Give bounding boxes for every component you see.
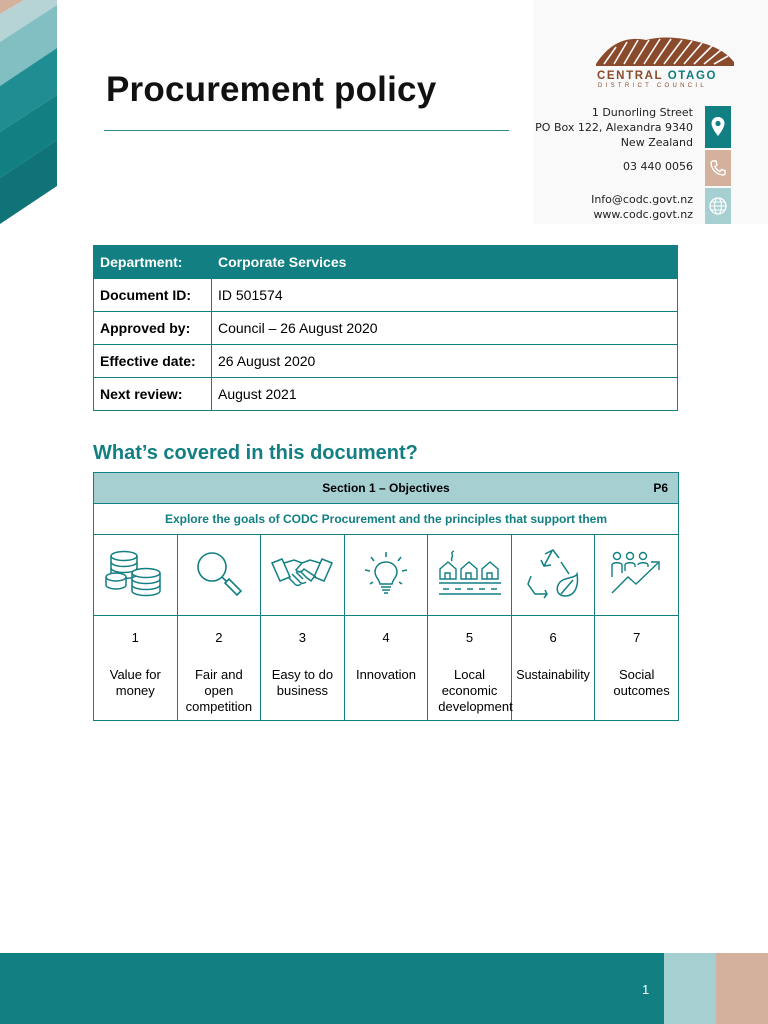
- table-row: [94, 246, 678, 279]
- objective-label: Fair and open competition: [185, 667, 253, 714]
- page-number: 1: [642, 982, 650, 997]
- recycle-leaf-icon: [525, 548, 581, 600]
- logo-wordmark: [597, 70, 717, 82]
- email-block: [591, 192, 693, 222]
- objective-cell[interactable]: [261, 616, 345, 721]
- next-review-label: Next review:: [94, 378, 212, 411]
- logo-word-otago: OTAGO: [667, 70, 718, 82]
- covered-heading: What’s covered in this document?: [93, 442, 418, 464]
- icon-cell: [344, 535, 428, 616]
- people-growth-icon: [608, 549, 666, 599]
- document-info-table: [93, 245, 678, 411]
- decorative-stripes: [0, 0, 57, 230]
- address-line-1: 1 Dunorling Street: [591, 106, 693, 119]
- objective-number: 1: [131, 630, 139, 645]
- document-id-label: Document ID:: [94, 279, 212, 312]
- table-row: [94, 378, 678, 411]
- phone-text: 03 440 0056: [623, 160, 693, 173]
- approved-by-value: Council – 26 August 2020: [212, 312, 678, 345]
- phone-icon: [705, 150, 731, 186]
- footer-accent-tan: [716, 953, 768, 1024]
- document-title: Procurement policy: [106, 70, 437, 109]
- department-value: Corporate Services: [212, 246, 678, 279]
- website-link[interactable]: www.codc.govt.nz: [593, 208, 693, 221]
- effective-date-label: Effective date:: [94, 345, 212, 378]
- effective-date-value: 26 August 2020: [212, 345, 678, 378]
- icon-cell: [428, 535, 512, 616]
- table-row: [94, 345, 678, 378]
- objective-number: 4: [382, 630, 390, 645]
- objective-number: 5: [465, 630, 474, 645]
- objective-cell[interactable]: [177, 616, 261, 721]
- objective-cell[interactable]: [511, 616, 595, 721]
- objective-label: Easy to do business: [271, 667, 334, 698]
- objectives-table: [93, 472, 679, 721]
- icon-cell: [94, 535, 178, 616]
- lightbulb-icon: [361, 549, 411, 599]
- objective-number: 7: [633, 630, 641, 645]
- objective-label: Value for money: [109, 667, 161, 698]
- section-title: Section 1 – Objectives: [322, 481, 450, 495]
- icon-cell: [177, 535, 261, 616]
- title-divider: [104, 130, 509, 131]
- department-label: Department:: [94, 246, 212, 279]
- labels-row: [94, 616, 679, 721]
- section-page-number: P6: [653, 481, 668, 495]
- icons-row: [94, 535, 679, 616]
- footer-band: [0, 953, 768, 1024]
- logo-subtitle: DISTRICT COUNCIL: [598, 83, 708, 89]
- icon-cell: [595, 535, 679, 616]
- coins-icon: [104, 549, 166, 599]
- icon-cell: [511, 535, 595, 616]
- objective-cell[interactable]: [94, 616, 178, 721]
- section-header-row: [94, 473, 679, 504]
- handshake-icon: [270, 553, 334, 595]
- objective-number: 2: [215, 630, 223, 645]
- objective-label: Social outcomes: [613, 667, 670, 698]
- address-block: [535, 105, 693, 150]
- icon-cell: [261, 535, 345, 616]
- houses-icon: [437, 549, 503, 599]
- footer-accent-light: [664, 953, 716, 1024]
- objective-cell[interactable]: [344, 616, 428, 721]
- table-row: [94, 312, 678, 345]
- objective-number: 6: [549, 630, 557, 645]
- logo-word-central: CENTRAL: [597, 70, 663, 82]
- magnifier-icon: [193, 549, 245, 599]
- objective-label: Local economic development: [438, 667, 513, 714]
- section-description-row: [94, 504, 679, 535]
- objective-cell[interactable]: [595, 616, 679, 721]
- section-header[interactable]: [94, 473, 679, 504]
- next-review-value: August 2021: [212, 378, 678, 411]
- table-row: [94, 279, 678, 312]
- objective-label: Innovation: [355, 667, 416, 682]
- address-line-2: PO Box 122, Alexandra 9340: [535, 121, 693, 134]
- address-line-3: New Zealand: [620, 136, 693, 149]
- globe-icon: [705, 188, 731, 224]
- section-description: Explore the goals of CODC Procurement and the principles that support them: [94, 504, 679, 535]
- objective-label: Sustainability: [516, 668, 590, 682]
- location-pin-icon: [705, 106, 731, 148]
- objective-number: 3: [298, 630, 307, 645]
- email-link[interactable]: Info@codc.govt.nz: [591, 193, 693, 206]
- document-id-value: ID 501574: [212, 279, 678, 312]
- approved-by-label: Approved by:: [94, 312, 212, 345]
- objective-cell[interactable]: [428, 616, 512, 721]
